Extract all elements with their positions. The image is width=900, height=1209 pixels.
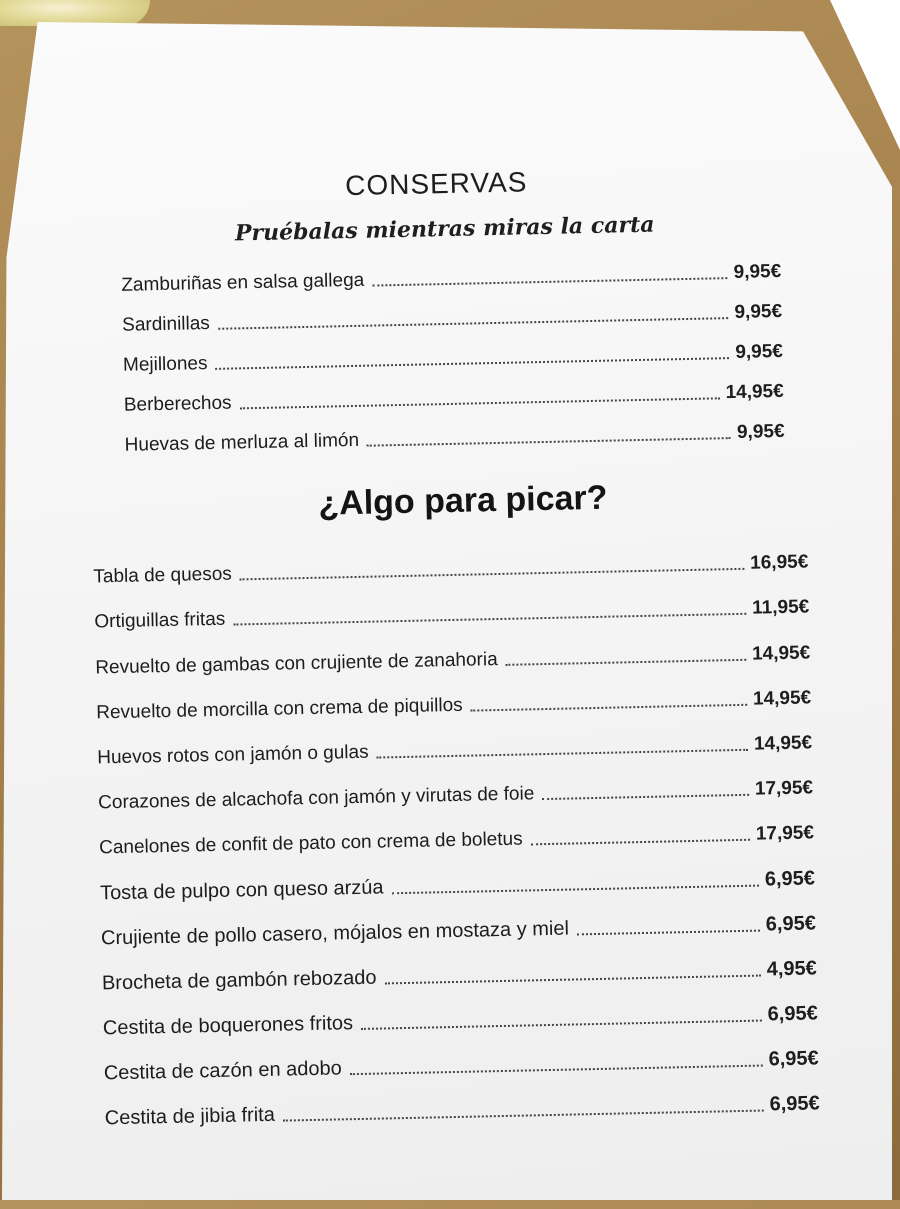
item-name: Cestita de boquerones fritos xyxy=(102,1012,354,1040)
item-name: Cestita de cazón en adobo xyxy=(103,1057,342,1085)
item-price: 17,95€ xyxy=(755,822,815,845)
item-price: 14,95€ xyxy=(725,380,784,404)
item-name: Corazones de alcachofa con jamón y virutas de foie xyxy=(97,783,535,814)
item-name: Ortiguillas fritas xyxy=(94,609,226,633)
item-price: 4,95€ xyxy=(766,957,818,981)
section-title-conservas: CONSERVAS xyxy=(344,166,528,202)
item-price: 11,95€ xyxy=(751,596,810,620)
item-name: Mejillones xyxy=(122,353,208,376)
item-name: Huevas de merluza al limón xyxy=(124,429,360,456)
section-title-picar: ¿Algo para picar? xyxy=(318,478,608,523)
item-price: 14,95€ xyxy=(751,642,811,665)
item-price: 17,95€ xyxy=(754,777,814,800)
item-name: Huevos rotos con jamón o gulas xyxy=(97,741,369,769)
item-price: 6,95€ xyxy=(765,912,817,936)
item-price: 16,95€ xyxy=(749,551,809,574)
item-price: 6,95€ xyxy=(768,1047,819,1071)
conservas-list xyxy=(121,243,785,457)
item-name: Tabla de quesos xyxy=(93,563,233,588)
dot-leader xyxy=(506,658,746,665)
item-price: 9,95€ xyxy=(736,420,785,443)
item-price: 14,95€ xyxy=(752,687,812,710)
item-name: Crujiente de pollo casero, mójalos en mostaza y miel xyxy=(100,917,570,950)
dot-leader xyxy=(283,1110,764,1122)
section-subtitle-conservas: Pruébalas mientras miras la carta xyxy=(234,211,655,247)
item-price: 9,95€ xyxy=(734,300,783,323)
dot-leader xyxy=(531,839,750,846)
dot-leader xyxy=(577,929,760,935)
item-price: 6,95€ xyxy=(769,1092,820,1116)
dot-leader xyxy=(471,704,747,712)
item-price: 6,95€ xyxy=(764,866,816,890)
item-name: Revuelto de gambas con crujiente de zanahoria xyxy=(95,648,498,679)
item-price: 9,95€ xyxy=(735,340,784,363)
item-name: Zamburiñas en salsa gallega xyxy=(121,269,365,296)
picar-list xyxy=(93,528,820,1130)
item-name: Tosta de pulpo con queso arzúa xyxy=(99,875,384,904)
dot-leader xyxy=(367,437,731,447)
item-price: 14,95€ xyxy=(753,732,813,755)
item-name: Berberechos xyxy=(123,392,232,416)
item-name: Canelones de confit de pato con crema de boletus xyxy=(98,828,523,859)
item-price: 9,95€ xyxy=(733,260,782,283)
item-price: 6,95€ xyxy=(767,1002,818,1026)
item-name: Sardinillas xyxy=(121,312,211,336)
item-name: Cestita de jibia frita xyxy=(104,1104,276,1130)
item-name: Revuelto de morcilla con crema de piquillos xyxy=(96,694,463,724)
item-name: Brocheta de gambón rebozado xyxy=(101,966,377,995)
dot-leader xyxy=(542,794,749,800)
